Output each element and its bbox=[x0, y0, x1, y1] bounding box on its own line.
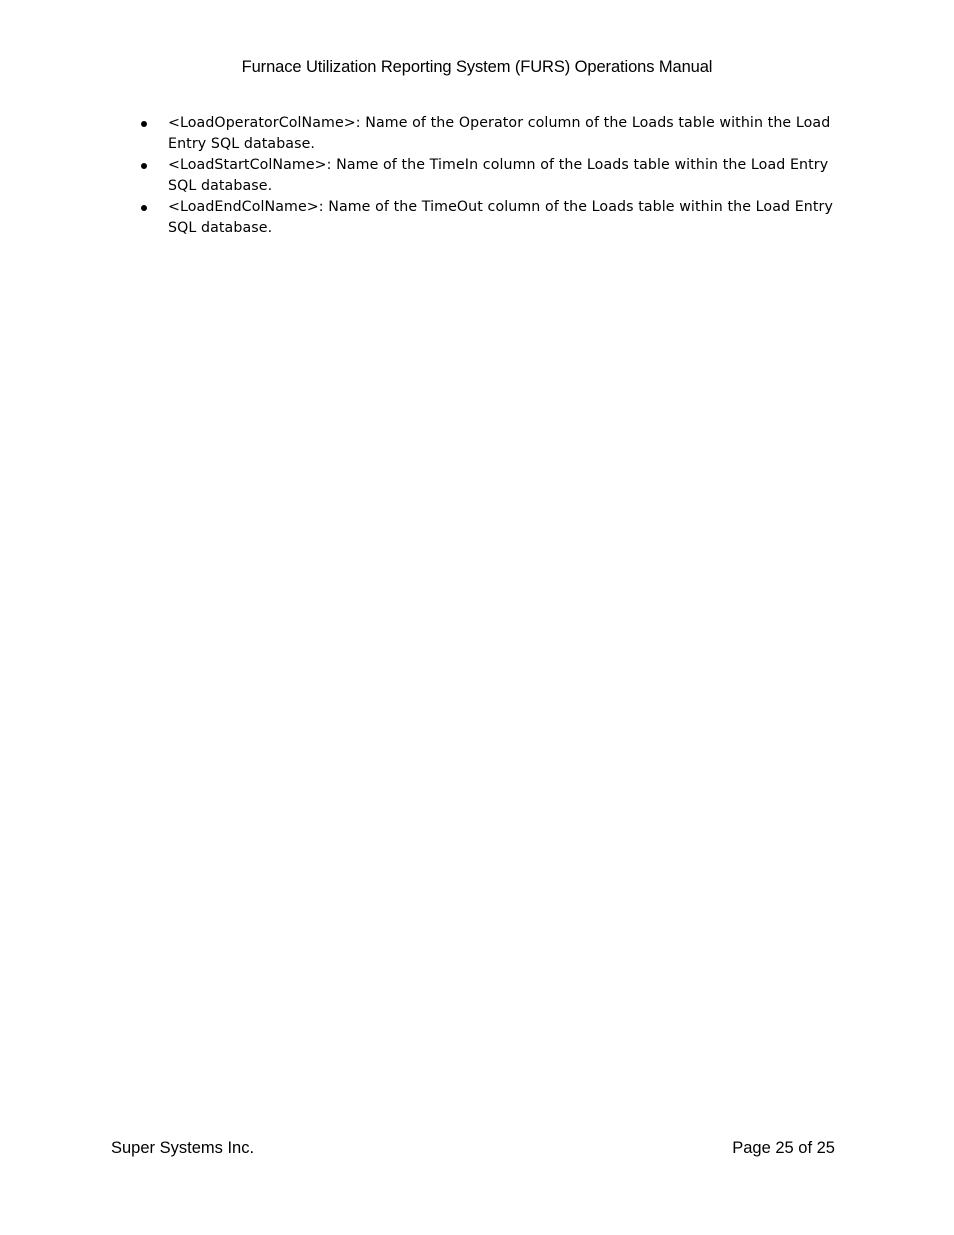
bullet-icon bbox=[141, 205, 147, 211]
bullet-list bbox=[138, 113, 838, 239]
page-footer bbox=[111, 1137, 835, 1161]
bullet-icon bbox=[141, 163, 147, 169]
bullet-icon bbox=[141, 121, 147, 127]
list-item bbox=[138, 155, 838, 197]
footer-company: Super Systems Inc. bbox=[111, 1139, 255, 1157]
list-item-text: <LoadEndColName>: Name of the TimeOut column of the Loads table within the Load Entry SQL database. bbox=[168, 199, 833, 236]
footer-page-number: Page 25 of 25 bbox=[732, 1139, 835, 1157]
list-item bbox=[138, 113, 838, 155]
list-item-text: <LoadStartColName>: Name of the TimeIn column of the Loads table within the Load Entry SQL database. bbox=[168, 157, 829, 194]
page-header-title: Furnace Utilization Reporting System (FURS) Operations Manual bbox=[241, 58, 713, 76]
list-item-text: <LoadOperatorColName>: Name of the Operator column of the Loads table within the Load Entry SQL database. bbox=[168, 115, 831, 152]
list-item bbox=[138, 197, 838, 239]
